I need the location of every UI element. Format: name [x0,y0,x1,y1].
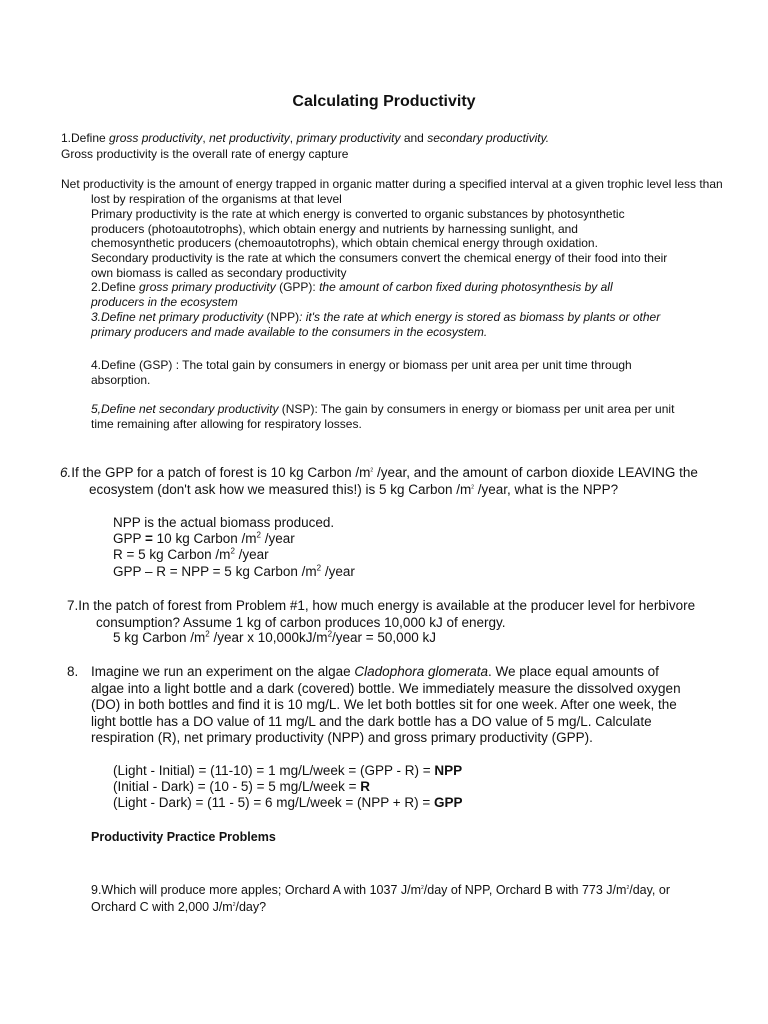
q7-answer [113,630,673,647]
q9-text: /day, or Orchard C with 2,000 J/m [91,883,670,914]
page-title: Calculating Productivity [292,93,476,110]
q6-a3-tail: /year [234,547,269,562]
q1-lead: 1.Define [61,131,110,145]
q6-answer-line-2 [113,531,673,548]
q8-answer-line-1 [113,763,673,780]
gross-definition: Gross productivity is the overall rate of energy capture [61,147,349,161]
q1-sep: , [289,131,297,145]
q7-superscript: 2 [327,629,333,639]
q8-l2-bold: R [360,779,370,794]
question-3 [91,310,666,339]
question-6 [60,465,729,498]
q6-number: 6. [60,465,72,480]
q1-term-secondary: secondary productivity. [427,131,550,145]
q3-answer: : it's the rate at which energy is stored as biomass by plants or other primary producers and made available to the consumers in the ecosystem. [91,310,661,339]
q2-lead: 2.Define [91,280,140,294]
q6-answer-line-1: NPP is the actual biomass produced. [113,515,335,530]
q6-superscript: 2 [370,467,374,474]
q8-answer-line-2 [113,779,673,796]
q6-a4-pre: GPP – R = NPP = 5 kg Carbon /m [113,564,317,579]
question-4: 4.Define (GSP) : The total gain by consumers in energy or biomass per unit area per unit time through absorption. [91,358,632,387]
practice-heading: Productivity Practice Problems [91,830,276,844]
q8-number: 8. [67,664,79,679]
q2-term: gross primary productivity [139,280,276,294]
q7-answer-c: /year = 50,000 kJ [332,630,436,645]
q9-superscript: 2 [626,884,630,891]
q6-a2-pre: GPP [113,531,146,546]
question-9 [91,882,681,916]
q3-lead: 3.Define [91,310,140,324]
q7-superscript: 2 [205,629,210,639]
q9-text: /day of NPP, Orchard B with 773 J/m [423,883,627,897]
q9-superscript: 2 [421,884,424,891]
q9-text: 9.Which will produce more apples; Orchard A with 1037 J/m [91,883,422,897]
question-2 [91,280,651,309]
q9-text: /day? [235,900,267,914]
q6-a2-superscript: 2 [256,530,261,540]
q5-term: net secondary productivity [139,402,279,416]
q6-text: /year, what is the NPP? [474,481,619,497]
secondary-definition: Secondary productivity is the rate at which the consumers convert the chemical energy of their food into their own biomass is called as secondary productivity [91,251,668,280]
q5-rest: (NSP): The gain by consumers in energy or biomass per unit area per unit time remaining after allowing for respiratory losses. [91,402,675,431]
question-7: 7.In the patch of forest from Problem #1, how much energy is available at the producer level for herbivore consumption? Assume 1 kg of carbon produces 10,000 kJ of energy. [67,598,696,630]
q8-l3-bold: GPP [434,795,463,810]
q2-answer: the amount of carbon fixed during photosynthesis by all producers in the ecosystem [91,280,613,309]
q1-term-net: net productivity [209,131,290,145]
q8-l1: (Light - Initial) = (11-10) = 1 mg/L/week = (GPP - R) = [113,763,435,778]
q6-answer-line-3 [113,547,673,564]
question-1 [61,131,751,146]
q8-text: . We place equal amounts of algae into a light bottle and a dark (covered) bottle. We immediately measure the dissolved oxygen (DO) in both bottles and find it is 10 mg/L. We let both bottles sit for one week. After one week, the light bottle has a DO value of 11 mg/L and the dark bottle has a DO value of 5 mg/L. Calculate respiration (R), net primary productivity (NPP) and gross primary productivity (GPP). [91,664,681,745]
q6-superscript: 2 [471,484,475,490]
q8-answer-line-3 [113,795,673,812]
q7-answer-a: 5 kg Carbon /m [113,630,206,645]
net-definition: Net productivity is the amount of energy trapped in organic matter during a specified interval at a given trophic level less than lost by respiration of the organisms at that level [61,177,723,206]
q1-and: and [400,131,428,145]
q3-term: net primary productivity [139,310,264,324]
q3-abbr: (NPP) [263,310,300,324]
q6-a4-superscript: 2 [316,563,322,573]
q1-term-gross: gross productivity [109,131,203,145]
q5-lead: 5,Define [91,402,140,416]
q6-a2-tail: /year [260,531,295,546]
q2-abbr: (GPP): [275,280,320,294]
q6-a2-eq: = [145,531,153,546]
question-5 [91,402,691,431]
q9-superscript: 2 [232,901,236,908]
q8-l3: (Light - Dark) = (11 - 5) = 6 mg/L/week = (NPP + R) = [113,795,434,810]
question-8 [91,664,683,747]
q7-answer-b: /year x 10,000kJ/m [209,630,328,645]
q6-a3-superscript: 2 [230,546,235,556]
q6-a2-post: 10 kg Carbon /m [152,531,257,546]
q6-answer-line-4 [113,564,673,581]
q1-sep: , [202,131,210,145]
q8-l2: (Initial - Dark) = (10 - 5) = 5 mg/L/week = [113,779,361,794]
q8-text: Imagine we run an experiment on the algae [91,664,355,679]
q8-l1-bold: NPP [434,763,463,778]
q6-a4-tail: /year [321,564,355,579]
q1-term-primary: primary productivity [296,131,401,145]
q6-text: /year, and the amount of carbon dioxide LEAVING the ecosystem (don't ask how we measured this!) is 5 kg Carbon /m [89,465,698,497]
q6-a3-pre: R = 5 kg Carbon /m [113,547,231,562]
primary-definition: Primary productivity is the rate at which energy is converted to organic substances by photosynthetic producers (photoautotrophs), which obtain energy and nutrients by harnessing sunlight, and chemosynthetic producers (chemoautotrophs), which obtain chemical energy through oxidation. [91,207,625,250]
q6-text: If the GPP for a patch of forest is 10 kg Carbon /m [71,465,371,480]
q8-species: Cladophora glomerata [354,664,489,679]
